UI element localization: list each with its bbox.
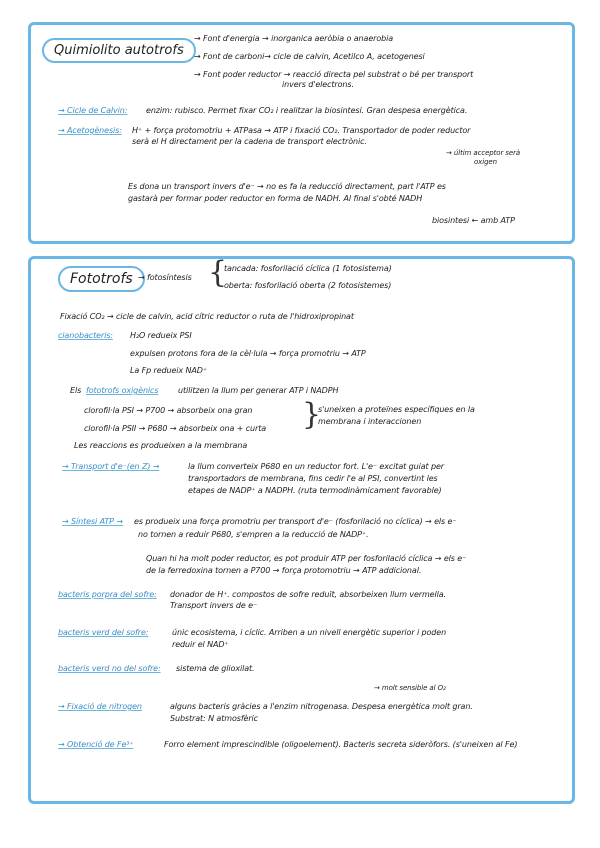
brace-clorofil: } [302, 397, 322, 432]
fosforilacio-oberta: oberta: fosforilació oberta (2 fotosistemes) [224, 281, 392, 290]
clorofil-psii: clorofil·la PSII → P680 → absorbeix ona + curta [84, 424, 267, 433]
branch-energy: → Font d'energia → inorganica aeròbia o anaerobia [194, 34, 394, 43]
noverd-label: bacteris verd no del sofre: [58, 664, 161, 673]
ciano-3: La Fp redueix NAD⁺ [130, 366, 207, 375]
s-uneixen-2: membrana i interaccionen [318, 417, 422, 426]
verd-2: reduir el NAD⁺ [172, 640, 229, 649]
quan-1: Quan hi ha molt poder reductor, es pot produir ATP per fosforilació cíclica → els e⁻ [146, 554, 467, 563]
nitro-label: → Fixació de nitrogen [58, 702, 142, 711]
transport-note: biosintesi ← amb ATP [432, 216, 515, 225]
sintesi-label: → Síntesi ATP → [62, 517, 123, 526]
sintesi-1: es produeix una força promotriu per transport d'e⁻ (fosforilació no cíclica) → els e⁻ [134, 517, 457, 526]
aceto-text-2: serà el H directament per la cadena de transport electrònic. [132, 137, 367, 146]
fe-label: → Obtenció de Fe³⁺ [58, 740, 134, 749]
fotosintesis: → fotosíntesis [138, 273, 192, 282]
els-fototrofs: fototrofs oxigènics [86, 386, 159, 395]
fixacio-co2: Fixació CO₂ → cicle de calvin, acid cítric reductor o ruta de l'hidroxipropinat [60, 312, 354, 321]
calvin-label: → Cicle de Calvin: [58, 106, 128, 115]
transport-z-3: etapes de NADP⁺ a NADPH. (ruta termodinàmicament favorable) [188, 486, 442, 495]
clorofil-psi: clorofil·la PSI → P700 → absorbeix ona gran [84, 406, 253, 415]
transport-z-2: transportadors de membrana, fins cedir l'e al PSI, convertint les [188, 474, 438, 483]
fosforilacio-tancada: tancada: fosforilació cíclica (1 fotosistema) [224, 264, 392, 273]
aceto-text-1: H⁺ + força protomotriu + ATPasa → ATP i fixació CO₂. Transportador de poder reductor [132, 126, 471, 135]
nitro-2: Substrat: N atmosfèric [170, 714, 258, 723]
els-1: Els [70, 386, 82, 395]
branch-carbon: → Font de carboni→ cicle de calvin, Acetilco A, acetogenesi [194, 52, 425, 61]
title-fototrofs: Fototrofs [58, 266, 145, 292]
branch-reductor: → Font poder reductor → reacció directa pel substrat o bé per transport [194, 70, 474, 79]
brace-fotosintesi: { [208, 255, 228, 290]
transport-z-1: la llum converteix P680 en un reductor fort. L'e⁻ excitat guiat per [188, 462, 444, 471]
aceto-note-2: oxigen [474, 158, 497, 166]
aceto-note-1: → últim acceptor serà [446, 149, 521, 157]
verd-label: bacteris verd del sofre: [58, 628, 149, 637]
transport-text-2: gastarà per formar poder reductor en forma de NADH. Al final s'obté NADH [128, 194, 423, 203]
sintesi-2: no tornen a reduir P680, s'empren a la reducció de NADP⁺. [138, 530, 369, 539]
ciano-2: expulsen protons fora de la cèl·lula → força promotriu → ATP [130, 349, 366, 358]
aceto-label: → Acetogènesis: [58, 126, 122, 135]
verd-1: únic ecosistema, i cíclic. Arriben a un nivell energètic superior i poden [172, 628, 447, 637]
noverd-1: sistema de glioxilat. [176, 664, 255, 673]
els-2: utilitzen la llum per generar ATP i NADPH [178, 386, 339, 395]
reaccions-membrana: Les reaccions es produeixen a la membrana [74, 441, 248, 450]
calvin-text: enzim: rubisco. Permet fixar CO₂ i realitzar la biosintesi. Gran despesa energètica. [146, 106, 468, 115]
transport-z-label: → Transport d'e⁻(en Z) → [62, 462, 160, 471]
ciano-1: H₂O redueix PSI [130, 331, 192, 340]
sofre-1: donador de H⁺. compostos de sofre reduït, absorbeixen llum vermella. [170, 590, 446, 599]
title-quimiolito: Quimiolito autotrofs [42, 38, 196, 63]
transport-text-1: Es dona un transport invers d'e⁻ → no es fa la reducció directament, part l'ATP es [128, 182, 446, 191]
branch-reductor-cont: invers d'electrons. [282, 80, 354, 89]
nitro-1: alguns bacteris gràcies a l'enzim nitrogenasa. Despesa energètica molt gran. [170, 702, 473, 711]
ciano-label: cianobacteris: [58, 331, 113, 340]
fe-1: Forro element imprescindible (oligoelement). Bacteris secreta sideròfors. (s'uneixen al Fe) [164, 740, 518, 749]
s-uneixen-1: s'uneixen a proteïnes específiques en la [318, 405, 475, 414]
sofre-label: bacteris porpra del sofre: [58, 590, 157, 599]
nitro-note: → molt sensible al O₂ [374, 684, 446, 692]
quan-2: de la ferredoxina tornen a P700 → força protomotriu → ATP addicional. [146, 566, 422, 575]
sofre-2: Transport invers de e⁻ [170, 601, 258, 610]
